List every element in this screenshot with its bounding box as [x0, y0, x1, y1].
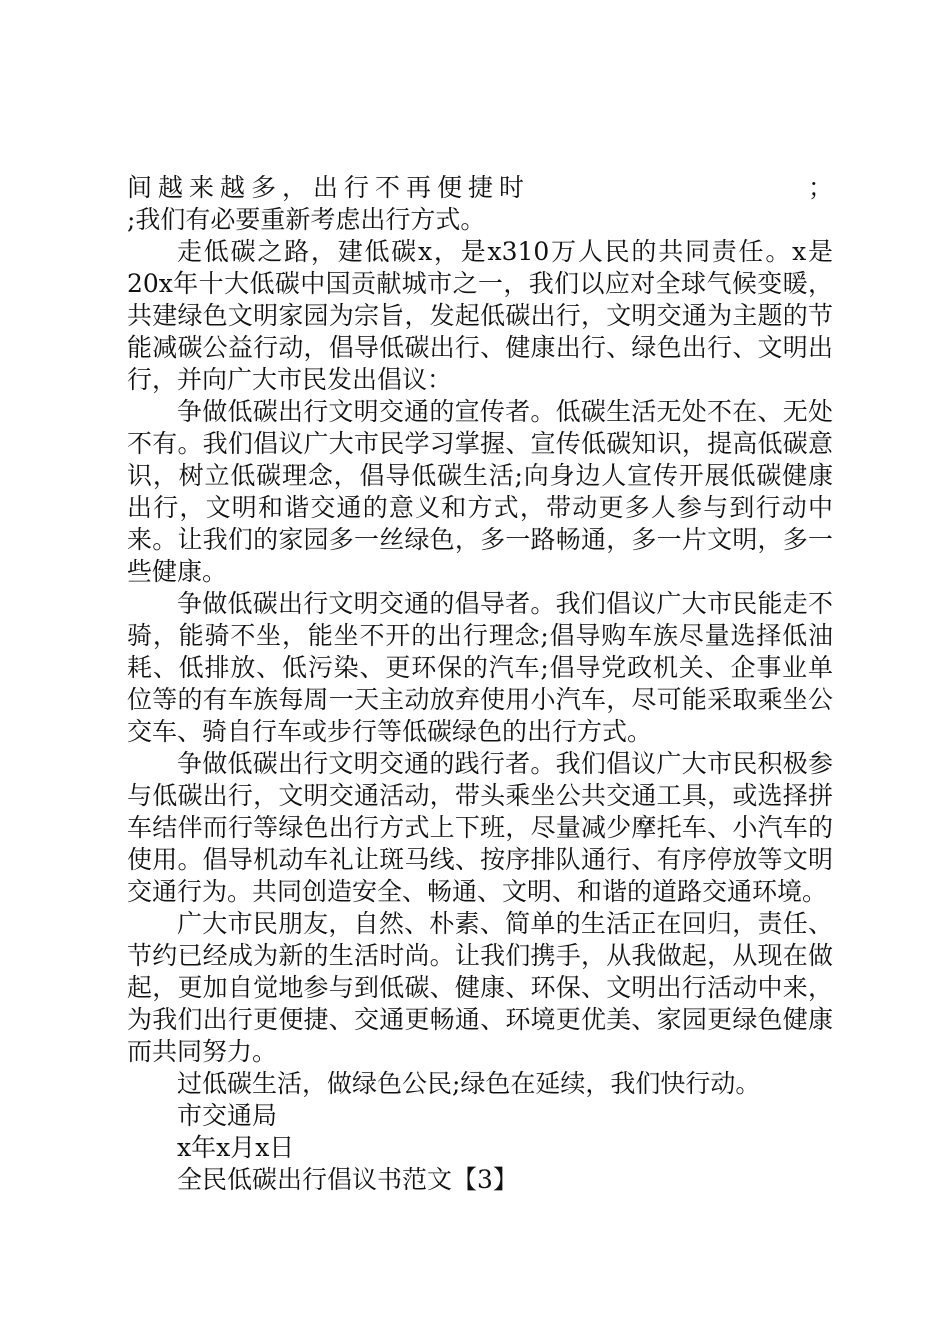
slogan: 过低碳生活，做绿色公民;绿色在延续，我们快行动。 — [177, 1069, 761, 1098]
continued-line-2: ;我们有必要重新考虑出行方式。 — [127, 205, 486, 234]
paragraph-intro: 走低碳之路，建低碳x，是x310万人民的共同责任。x是20x年十大低碳中国贡献城市之一，我们以应对全球气候变暖，共建绿色文明家园为宗旨，发起低碳出行，文明交通为主题的节能减碳公益行动，倡导低碳出行、健康出行、绿色出行、文明出行，并向广大市民发出倡议： — [127, 237, 833, 394]
paragraph-advocate: 争做低碳出行文明交通的倡导者。我们倡议广大市民能走不骑，能骑不坐，能坐不开的出行理念;倡导购车族尽量选择低油耗、低排放、低污染、更环保的汽车;倡导党政机关、企事业单位等的有车族每周一天主动放弃使用小汽车，尽可能采取乘坐公交车、骑自行车或步行等低碳绿色的出行方式。 — [127, 589, 833, 746]
paragraph-closing: 广大市民朋友，自然、朴素、简单的生活正在回归，责任、节约已经成为新的生活时尚。让我们携手，从我做起，从现在做起，更加自觉地参与到低碳、健康、环保、文明出行活动中来，为我们出行更便捷、交通更畅通、环境更优美、家园更绿色健康而共同努力。 — [127, 909, 833, 1066]
continued-line — [127, 172, 833, 204]
document-page — [127, 172, 833, 1196]
continued-line-end: ； — [807, 173, 833, 202]
paragraph-promoter: 争做低碳出行文明交通的宣传者。低碳生活无处不在、无处不有。我们倡议广大市民学习掌握、宣传低碳知识，提高低碳意识，树立低碳理念，倡导低碳生活;向身边人宣传开展低碳健康出行，文明和谐交通的意义和方式，带动更多人参与到行动中来。让我们的家园多一丝绿色，多一路畅通，多一片文明，多一些健康。 — [127, 397, 833, 586]
paragraph-practitioner: 争做低碳出行文明交通的践行者。我们倡议广大市民积极参与低碳出行，文明交通活动，带头乘坐公共交通工具，或选择拼车结伴而行等绿色出行方式上下班，尽量减少摩托车、小汽车的使用。倡导机动车礼让斑马线、按序排队通行、有序停放等文明交通行为。共同创造安全、畅通、文明、和谐的道路交通环境。 — [127, 749, 833, 906]
signature: 市交通局 — [177, 1101, 278, 1130]
date: x年x月x日 — [177, 1133, 295, 1162]
continued-line-text: 间越来越多，出行不再便捷时 — [127, 173, 531, 202]
next-section-title: 全民低碳出行倡议书范文【3】 — [177, 1165, 518, 1194]
